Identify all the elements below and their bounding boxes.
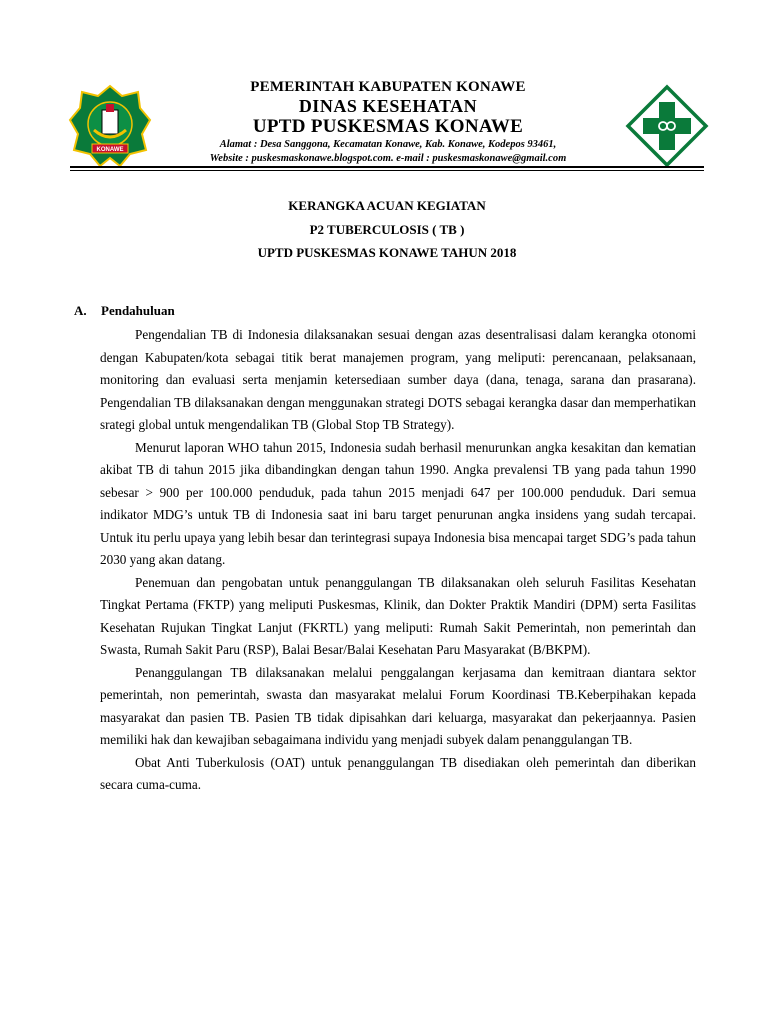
government-name: PEMERINTAH KABUPATEN KONAWE <box>250 79 526 95</box>
document-subtitle-year: UPTD PUSKESMAS KONAWE TAHUN 2018 <box>257 245 517 260</box>
svg-text:KONAWE: KONAWE <box>96 147 124 153</box>
section-paragraphs <box>100 324 696 797</box>
address-line: Alamat : Desa Sanggona, Kecamatan Konawe, Kab. Konawe, Kodepos 93461, <box>219 139 557 150</box>
paragraph: Penanggulangan TB dilaksanakan melalui penggalangan kerjasama dan kemitraan diantara sektor pemerintah, non pemerintah, swasta dan masyarakat melalui Forum Koordinasi TB.Keberpihakan kepada masyarakat dan pasien TB. Pasien TB tidak dipisahkan dari keluarga, masyarakat dan pekerjaannya. Pasien memiliki hak dan kewajiban sebagaimana individu yang menjadi subyek dalam penanggulangan TB. <box>100 664 696 747</box>
section-heading <box>74 302 694 320</box>
letterhead-text <box>160 78 616 166</box>
paragraph: Obat Anti Tuberkulosis (OAT) untuk penanggulangan TB disediakan oleh pemerintah dan diberikan secara cuma-cuma. <box>100 754 696 792</box>
agency-name: DINAS KESEHATAN <box>298 96 478 116</box>
letterhead-divider-thin <box>70 170 704 171</box>
letterhead <box>0 0 768 172</box>
paragraph: Pengendalian TB di Indonesia dilaksanakan sesuai dengan azas desentralisasi dalam kerangka otonomi dengan Kabupaten/kota sebagai titik berat manajemen program, yang meliputi: perencanaan, pelaksanaan, monitoring dan evaluasi serta menjamin ketersediaan sumber daya (dana, tenaga, sarana dan prasarana). Pengendalian TB dilaksanakan dengan menggunakan strategi DOTS sebagai kerangka dasar dan memperhatikan srategi global untuk mengendalikan TB (Global Stop TB Strategy). <box>100 327 696 432</box>
paragraph: Menurut laporan WHO tahun 2015, Indonesia sudah berhasil menurunkan angka kesakitan dan kematian akibat TB di tahun 2015 jika dibandingkan dengan tahun 1990. Angka prevalensi TB yang pada tahun 1990 sebesar > 900 per 100.000 penduduk, pada tahun 2015 menjadi 647 per 100.000 penduduk. Dari semua indikator MDG’s untuk TB di Indonesia saat ini baru target penurunan angka insidens yang sudah tercapai. Untuk itu perlu upaya yang lebih besar dan terintegrasi supaya Indonesia bisa mencapai target SDG’s pada tahun 2030 yang akan datang. <box>100 439 696 567</box>
document-body <box>74 302 694 797</box>
document-subtitle: P2 TUBERCULOSIS ( TB ) <box>309 221 465 237</box>
konawe-regency-emblem-icon <box>68 84 152 168</box>
section-title: Pendahuluan <box>101 303 175 318</box>
letterhead-divider-thick <box>70 166 704 168</box>
section-letter: A. <box>74 303 87 318</box>
document-title-block <box>70 194 704 265</box>
paragraph: Penemuan dan pengobatan untuk penanggulangan TB dilaksanakan oleh seluruh Fasilitas Kesehatan Tingkat Pertama (FKTP) yang meliputi Puskesmas, Klinik, dan Dokter Praktik Mandiri (DPM) serta Fasilitas Kesehatan Rujukan Tingkat Lanjut (FKRTL) yang meliputi: Rumah Sakit Pemerintah, non pemerintah dan Swasta, Rumah Sakit Paru (RSP), Balai Besar/Balai Kesehatan Paru Masyarakat (B/BKPM). <box>100 574 696 657</box>
document-title: KERANGKA ACUAN KEGIATAN <box>288 198 486 213</box>
institution-name: UPTD PUSKESMAS KONAWE <box>252 116 524 137</box>
puskesmas-cross-logo-icon <box>625 84 709 168</box>
contact-line: Website : puskesmaskonawe.blogspot.com. e-mail : puskesmaskonawe@gmail.com <box>209 153 567 164</box>
